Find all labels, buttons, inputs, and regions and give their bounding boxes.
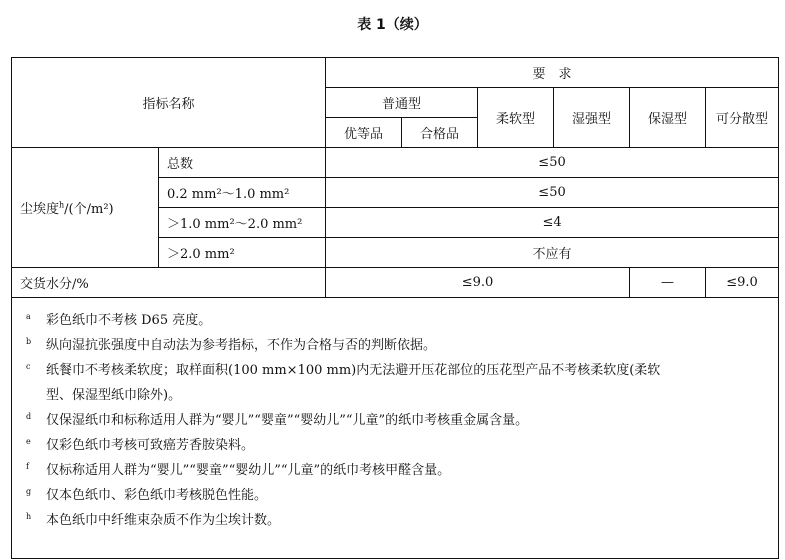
dust-sub-medium: ＞1.0 mm²～2.0 mm² bbox=[159, 208, 326, 238]
footnote-text: 纵向湿抗张强度中自动法为参考指标，不作为合格与否的判断依据。 bbox=[46, 338, 437, 353]
dust-label-unit: /(个/m²) bbox=[64, 202, 114, 217]
header-qualified: 合格品 bbox=[402, 118, 478, 148]
moisture-value-main: ≤9.0 bbox=[326, 268, 630, 298]
footnote-marker: g bbox=[26, 487, 32, 496]
footnote-text: 纸餐巾不考核柔软度；取样面积(100 mm×100 mm)内无法避开压花部位的压花型产品不考核柔软度(柔软 bbox=[46, 363, 661, 378]
moisture-value-dispersible: ≤9.0 bbox=[706, 268, 779, 298]
footnotes-list bbox=[24, 308, 770, 533]
dust-sub-small: 0.2 mm²～1.0 mm² bbox=[159, 178, 326, 208]
footnote-e bbox=[24, 433, 770, 458]
dust-value-small: ≤50 bbox=[326, 178, 779, 208]
dust-sub-total: 总数 bbox=[159, 148, 326, 178]
footnote-marker: b bbox=[26, 337, 32, 346]
header-superior: 优等品 bbox=[326, 118, 402, 148]
footnote-text: 仅本色纸巾、彩色纸巾考核脱色性能。 bbox=[46, 488, 268, 503]
header-moisturizing-type: 保湿型 bbox=[630, 88, 706, 148]
dust-value-total: ≤50 bbox=[326, 148, 779, 178]
dust-value-medium: ≤4 bbox=[326, 208, 779, 238]
footnote-marker: a bbox=[26, 312, 31, 321]
footnote-marker: d bbox=[26, 412, 32, 421]
footnote-marker: f bbox=[26, 462, 29, 471]
footnote-g bbox=[24, 483, 770, 508]
dust-label-main: 尘埃度 bbox=[20, 202, 60, 217]
table-caption: 表 1（续） bbox=[357, 17, 428, 33]
footnote-marker: h bbox=[26, 512, 32, 521]
header-normal-type: 普通型 bbox=[326, 88, 478, 118]
footnote-text: 本色纸巾中纤维束杂质不作为尘埃计数。 bbox=[46, 513, 281, 528]
dust-value-large: 不应有 bbox=[326, 238, 779, 268]
dust-label-footnote: h bbox=[59, 200, 65, 210]
header-requirement: 要 求 bbox=[326, 58, 779, 88]
footnote-a bbox=[24, 308, 770, 333]
footnote-text-continued: 型、保湿型纸巾除外)。 bbox=[46, 388, 182, 403]
footnote-d bbox=[24, 408, 770, 433]
footnote-text: 彩色纸巾不考核 D65 亮度。 bbox=[46, 313, 212, 328]
header-indicator-name: 指标名称 bbox=[12, 58, 326, 148]
moisture-value-moisturizing: — bbox=[630, 268, 706, 298]
footnote-b bbox=[24, 333, 770, 358]
footnote-h bbox=[24, 508, 770, 533]
footnote-text: 仅保湿纸巾和标称适用人群为“婴儿”“婴童”“婴幼儿”“儿童”的纸巾考核重金属含量。 bbox=[46, 413, 529, 428]
footnote-marker: c bbox=[26, 362, 31, 371]
header-soft-type: 柔软型 bbox=[478, 88, 554, 148]
footnote-c bbox=[24, 358, 770, 408]
footnote-marker: e bbox=[26, 437, 31, 446]
dust-label bbox=[12, 148, 159, 268]
header-wet-strength-type: 湿强型 bbox=[554, 88, 630, 148]
footnote-text: 仅标称适用人群为“婴儿”“婴童”“婴幼儿”“儿童”的纸巾考核甲醛含量。 bbox=[46, 463, 451, 478]
header-dispersible-type: 可分散型 bbox=[706, 88, 779, 148]
spec-table bbox=[11, 57, 779, 559]
moisture-label: 交货水分/% bbox=[12, 268, 326, 298]
dust-sub-large: ＞2.0 mm² bbox=[159, 238, 326, 268]
footnotes-cell bbox=[12, 298, 779, 559]
footnote-f bbox=[24, 458, 770, 483]
footnote-text: 仅彩色纸巾考核可致癌芳香胺染料。 bbox=[46, 438, 255, 453]
